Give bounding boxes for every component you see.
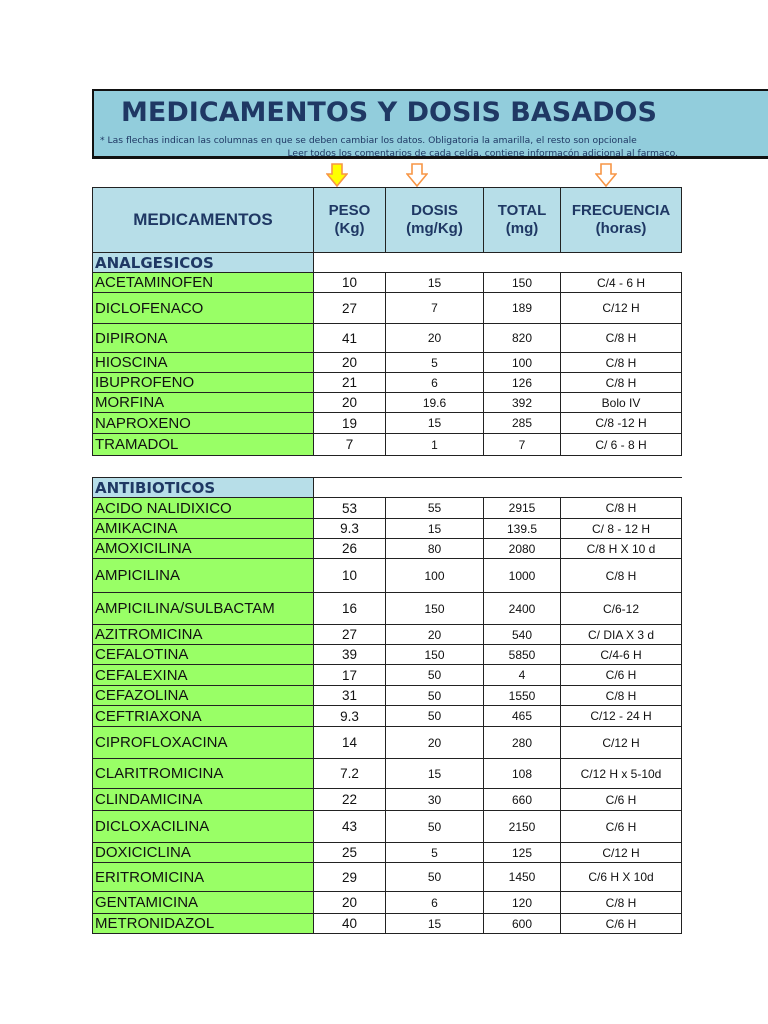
peso-cell[interactable]: 9.3 [314, 706, 386, 727]
frecuencia-cell[interactable]: C/12 H [561, 727, 682, 759]
frecuencia-cell[interactable]: C/6 H [561, 789, 682, 811]
drug-name-cell[interactable]: GENTAMICINA [93, 892, 314, 914]
table-row [93, 706, 682, 727]
dosis-cell[interactable]: 7 [386, 293, 484, 324]
total-cell[interactable]: 2150 [484, 811, 561, 843]
table-row [93, 759, 682, 789]
peso-cell[interactable]: 19 [314, 413, 386, 434]
drug-name-cell[interactable]: AMPICILINA [93, 559, 314, 593]
total-cell[interactable]: 285 [484, 413, 561, 434]
drug-name-cell[interactable]: HIOSCINA [93, 353, 314, 373]
frecuencia-cell[interactable]: C/8 H [561, 324, 682, 353]
total-cell[interactable]: 7 [484, 434, 561, 456]
table-row [93, 434, 682, 456]
total-cell[interactable]: 2400 [484, 593, 561, 625]
dosis-cell[interactable]: 50 [386, 706, 484, 727]
frecuencia-cell[interactable]: C/8 H X 10 d [561, 539, 682, 559]
dosis-cell[interactable]: 5 [386, 843, 484, 863]
total-cell[interactable]: 189 [484, 293, 561, 324]
section-header-row [93, 253, 682, 273]
peso-cell[interactable]: 16 [314, 593, 386, 625]
drug-name-cell[interactable]: CLARITROMICINA [93, 759, 314, 789]
total-cell[interactable]: 1450 [484, 863, 561, 892]
table-row [93, 373, 682, 393]
dosis-cell[interactable]: 15 [386, 273, 484, 293]
analgesicos-rows [93, 273, 682, 456]
table-row [93, 727, 682, 759]
total-cell[interactable]: 125 [484, 843, 561, 863]
dosis-cell[interactable]: 6 [386, 892, 484, 914]
dosis-cell[interactable]: 6 [386, 373, 484, 393]
table-row [93, 559, 682, 593]
table-row [93, 892, 682, 914]
section-title: ANTIBIOTICOS [93, 478, 314, 498]
optional-input-arrow-icon [406, 163, 428, 187]
drug-name-cell[interactable]: DIPIRONA [93, 324, 314, 353]
peso-cell[interactable]: 20 [314, 353, 386, 373]
dosis-cell[interactable]: 50 [386, 665, 484, 686]
dosis-cell[interactable]: 20 [386, 324, 484, 353]
peso-cell[interactable]: 17 [314, 665, 386, 686]
drug-name-cell[interactable]: CEFALOTINA [93, 645, 314, 665]
table-row [93, 811, 682, 843]
instructions-note: * Las flechas indican las columnas en que se deben cambiar los datos. Obligatoria la amarilla, el resto son opcionale [100, 135, 637, 146]
peso-cell[interactable]: 14 [314, 727, 386, 759]
peso-cell[interactable]: 26 [314, 539, 386, 559]
total-cell[interactable]: 120 [484, 892, 561, 914]
antibioticos-rows [93, 498, 682, 934]
drug-name-cell[interactable]: DOXICICLINA [93, 843, 314, 863]
peso-cell[interactable]: 7 [314, 434, 386, 456]
analgesicos-table [92, 187, 682, 456]
dosis-cell[interactable]: 15 [386, 914, 484, 934]
table-row [93, 498, 682, 519]
required-input-arrow-icon [326, 163, 348, 187]
drug-name-cell[interactable]: ACIDO NALIDIXICO [93, 498, 314, 519]
peso-cell[interactable]: 40 [314, 914, 386, 934]
dosis-cell[interactable]: 15 [386, 413, 484, 434]
peso-cell[interactable]: 29 [314, 863, 386, 892]
section-spacer [314, 253, 682, 273]
frecuencia-cell[interactable]: C/8 H [561, 892, 682, 914]
table-row [93, 539, 682, 559]
total-cell[interactable]: 5850 [484, 645, 561, 665]
peso-cell[interactable]: 41 [314, 324, 386, 353]
column-header-dosis: DOSIS (mg/Kg) [386, 188, 484, 253]
peso-cell[interactable]: 7.2 [314, 759, 386, 789]
frecuencia-cell[interactable]: C/6-12 [561, 593, 682, 625]
total-cell[interactable]: 108 [484, 759, 561, 789]
drug-name-cell[interactable]: NAPROXENO [93, 413, 314, 434]
frecuencia-cell[interactable]: C/ DIA X 3 d [561, 625, 682, 645]
table-row [93, 625, 682, 645]
peso-cell[interactable]: 27 [314, 625, 386, 645]
page-title: MEDICAMENTOS Y DOSIS BASADOS [121, 97, 657, 128]
drug-name-cell[interactable]: AMIKACINA [93, 519, 314, 539]
peso-cell[interactable]: 20 [314, 393, 386, 413]
total-cell[interactable]: 4 [484, 665, 561, 686]
peso-cell[interactable]: 9.3 [314, 519, 386, 539]
dosis-cell[interactable]: 20 [386, 625, 484, 645]
total-cell[interactable]: 465 [484, 706, 561, 727]
column-header-total: TOTAL (mg) [484, 188, 561, 253]
total-cell[interactable]: 2080 [484, 539, 561, 559]
table-row [93, 686, 682, 706]
dosis-cell[interactable]: 80 [386, 539, 484, 559]
dosis-cell[interactable]: 150 [386, 645, 484, 665]
frecuencia-cell[interactable]: C/6 H [561, 665, 682, 686]
antibioticos-table [92, 477, 682, 934]
drug-name-cell[interactable]: AMPICILINA/SULBACTAM [93, 593, 314, 625]
drug-name-cell[interactable]: ERITROMICINA [93, 863, 314, 892]
column-header-medicamentos: MEDICAMENTOS [93, 188, 314, 253]
frecuencia-cell[interactable]: C/8 H [561, 353, 682, 373]
peso-cell[interactable]: 21 [314, 373, 386, 393]
drug-name-cell[interactable]: CIPROFLOXACINA [93, 727, 314, 759]
dosis-cell[interactable]: 50 [386, 686, 484, 706]
peso-cell[interactable]: 25 [314, 843, 386, 863]
total-cell[interactable]: 1550 [484, 686, 561, 706]
dosis-cell[interactable]: 50 [386, 863, 484, 892]
total-cell[interactable]: 126 [484, 373, 561, 393]
dosis-cell[interactable]: 20 [386, 727, 484, 759]
drug-name-cell[interactable]: CEFAZOLINA [93, 686, 314, 706]
frecuencia-cell[interactable]: C/6 H [561, 811, 682, 843]
frecuencia-cell[interactable]: C/6 H X 10d [561, 863, 682, 892]
frecuencia-cell[interactable]: Bolo IV [561, 393, 682, 413]
frecuencia-cell[interactable]: C/8 H [561, 559, 682, 593]
peso-cell[interactable]: 10 [314, 559, 386, 593]
frecuencia-cell[interactable]: C/12 H x 5-10d [561, 759, 682, 789]
table-row [93, 273, 682, 293]
drug-name-cell[interactable]: TRAMADOL [93, 434, 314, 456]
dosis-cell[interactable]: 100 [386, 559, 484, 593]
peso-cell[interactable]: 53 [314, 498, 386, 519]
frecuencia-cell[interactable]: C/4-6 H [561, 645, 682, 665]
frecuencia-cell[interactable]: C/6 H [561, 914, 682, 934]
total-cell[interactable]: 139.5 [484, 519, 561, 539]
drug-name-cell[interactable]: CEFALEXINA [93, 665, 314, 686]
table-row [93, 393, 682, 413]
peso-cell[interactable]: 43 [314, 811, 386, 843]
section-spacer [314, 478, 682, 498]
frecuencia-cell[interactable]: C/4 - 6 H [561, 273, 682, 293]
dosis-cell[interactable]: 55 [386, 498, 484, 519]
table-row [93, 353, 682, 373]
table-row [93, 843, 682, 863]
drug-name-cell[interactable]: METRONIDAZOL [93, 914, 314, 934]
drug-name-cell[interactable]: CEFTRIAXONA [93, 706, 314, 727]
frecuencia-cell[interactable]: C/8 H [561, 498, 682, 519]
column-header-peso: PESO (Kg) [314, 188, 386, 253]
peso-cell[interactable]: 20 [314, 892, 386, 914]
title-banner [92, 89, 768, 159]
total-cell[interactable]: 2915 [484, 498, 561, 519]
table-row [93, 519, 682, 539]
total-cell[interactable]: 1000 [484, 559, 561, 593]
table-row [93, 293, 682, 324]
frecuencia-cell[interactable]: C/8 H [561, 686, 682, 706]
section-title: ANALGESICOS [93, 253, 314, 273]
frecuencia-cell[interactable]: C/8 H [561, 373, 682, 393]
dosis-cell[interactable]: 150 [386, 593, 484, 625]
section-header-row [93, 478, 682, 498]
total-cell[interactable]: 280 [484, 727, 561, 759]
drug-name-cell[interactable]: DICLOXACILINA [93, 811, 314, 843]
total-cell[interactable]: 540 [484, 625, 561, 645]
drug-name-cell[interactable]: ACETAMINOFEN [93, 273, 314, 293]
drug-name-cell[interactable]: MORFINA [93, 393, 314, 413]
optional-input-arrow-icon [595, 163, 617, 187]
peso-cell[interactable]: 39 [314, 645, 386, 665]
drug-name-cell[interactable]: AMOXICILINA [93, 539, 314, 559]
dosis-cell[interactable]: 1 [386, 434, 484, 456]
drug-name-cell[interactable]: IBUPROFENO [93, 373, 314, 393]
drug-name-cell[interactable]: CLINDAMICINA [93, 789, 314, 811]
table-row [93, 789, 682, 811]
dosis-cell[interactable]: 15 [386, 519, 484, 539]
peso-cell[interactable]: 31 [314, 686, 386, 706]
frecuencia-cell[interactable]: C/12 - 24 H [561, 706, 682, 727]
table-row [93, 665, 682, 686]
frecuencia-cell[interactable]: C/ 8 - 12 H [561, 519, 682, 539]
frecuencia-cell[interactable]: C/12 H [561, 293, 682, 324]
frecuencia-cell[interactable]: C/ 6 - 8 H [561, 434, 682, 456]
column-header-row [93, 188, 682, 253]
total-cell[interactable]: 392 [484, 393, 561, 413]
column-header-frecuencia: FRECUENCIA (horas) [561, 188, 682, 253]
comments-note: Leer todos los comentarios de cada celda, contiene informacón adicional al farmaco. [287, 148, 678, 159]
peso-cell[interactable]: 10 [314, 273, 386, 293]
frecuencia-cell[interactable]: C/8 -12 H [561, 413, 682, 434]
total-cell[interactable]: 820 [484, 324, 561, 353]
peso-cell[interactable]: 27 [314, 293, 386, 324]
total-cell[interactable]: 600 [484, 914, 561, 934]
table-row [93, 645, 682, 665]
total-cell[interactable]: 100 [484, 353, 561, 373]
table-row [93, 593, 682, 625]
peso-cell[interactable]: 22 [314, 789, 386, 811]
dosis-cell[interactable]: 15 [386, 759, 484, 789]
table-row [93, 914, 682, 934]
dosis-cell[interactable]: 19.6 [386, 393, 484, 413]
total-cell[interactable]: 150 [484, 273, 561, 293]
total-cell[interactable]: 660 [484, 789, 561, 811]
dosis-cell[interactable]: 30 [386, 789, 484, 811]
dosis-cell[interactable]: 50 [386, 811, 484, 843]
table-row [93, 324, 682, 353]
table-row [93, 413, 682, 434]
frecuencia-cell[interactable]: C/12 H [561, 843, 682, 863]
dosis-cell[interactable]: 5 [386, 353, 484, 373]
table-row [93, 863, 682, 892]
drug-name-cell[interactable]: AZITROMICINA [93, 625, 314, 645]
drug-name-cell[interactable]: DICLOFENACO [93, 293, 314, 324]
